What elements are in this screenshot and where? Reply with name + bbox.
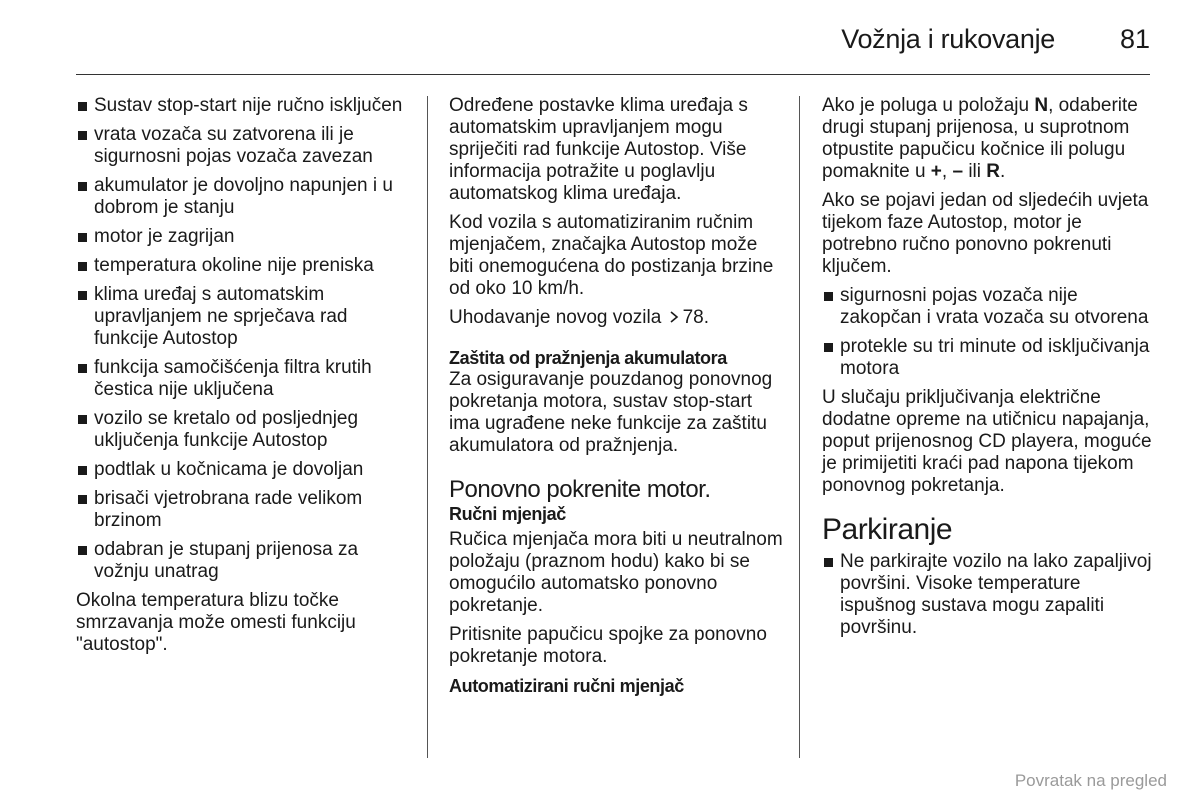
bullet-square-icon (78, 466, 87, 475)
list-item: podtlak u kočnicama je dovoljan (76, 459, 416, 481)
bullet-square-icon (824, 292, 833, 301)
automated-gearbox-heading: Automatizirani ručni mjenjač (449, 676, 684, 696)
list-item: funkcija samočišćenja filtra krutih čestica nije uključena (76, 357, 416, 401)
list-item: temperatura okoline nije preniska (76, 255, 416, 277)
bullet-square-icon (78, 495, 87, 504)
manual-gearbox-heading: Ručni mjenjač (449, 504, 566, 524)
running-in-reference: Uhodavanje novog vozila 78. (449, 307, 710, 328)
page-reference-arrow-icon (667, 310, 681, 324)
bullet-square-icon (78, 131, 87, 140)
list-item: klima uređaj s automatskim upravljanjem ne sprječava rad funkcije Autostop (76, 284, 416, 350)
list-item: sigurnosni pojas vozača nije zakopčan i vrata vozača su otvorena (822, 285, 1157, 329)
column-3 (822, 95, 1157, 646)
bullet-square-icon (78, 262, 87, 271)
list-item: Ne parkirajte vozilo na lako zapaljivoj površini. Visoke temperature ispušnog sustava mogu zapaliti površinu. (822, 551, 1157, 639)
battery-protection-heading: Zaštita od pražnjenja akumulatora (449, 348, 727, 368)
gearbox-paragraph: Kod vozila s automatiziranim ručnim mjenjačem, značajka Autostop može biti onemogućena do postizanja brzine od oko 10 km/h. (449, 212, 774, 299)
list-item: odabran je stupanj prijenosa za vožnju unatrag (76, 539, 416, 583)
bullet-square-icon (78, 233, 87, 242)
column-divider (799, 96, 800, 758)
temperature-note: Okolna temperatura blizu točke smrzavanja može omesti funkciju "autostop". (76, 590, 356, 655)
list-item: vozilo se kretalo od posljednjeg uključenja funkcije Autostop (76, 408, 416, 452)
list-item: akumulator je dovoljno napunjen i u dobrom je stanju (76, 175, 416, 219)
page-number: 81 (1119, 24, 1150, 54)
parking-list (822, 551, 1157, 639)
bullet-square-icon (824, 558, 833, 567)
back-to-overview-link[interactable]: Povratak na pregled (1014, 771, 1167, 790)
list-item: Sustav stop-start nije ručno isključen (76, 95, 416, 117)
bullet-square-icon (78, 182, 87, 191)
list-item: brisači vjetrobrana rade velikom brzinom (76, 488, 416, 532)
list-item: motor je zagrijan (76, 226, 416, 248)
bullet-square-icon (78, 102, 87, 111)
clutch-paragraph: Pritisnite papučicu spojke za ponovno pokretanje motora. (449, 624, 767, 667)
bullet-square-icon (78, 291, 87, 300)
column-2 (449, 95, 784, 697)
bullet-square-icon (78, 415, 87, 424)
battery-protection-paragraph: Za osiguravanje pouzdanog ponovnog pokretanja motora, sustav stop-start ima ugrađene neke funkcije za zaštitu akumulatora od pražnjenja. (449, 369, 773, 456)
conditions-list (76, 95, 416, 583)
lever-paragraph: Ako je poluga u položaju N, odaberite drugi stupanj prijenosa, u suprotnom otpustite papučicu kočnice ili polugu pomaknite u +, – ili R. (822, 95, 1138, 182)
header-rule (76, 74, 1150, 75)
manual-restart-conditions (822, 285, 1157, 380)
restart-engine-heading: Ponovno pokrenite motor. (449, 476, 711, 503)
list-item: protekle su tri minute od isključivanja motora (822, 336, 1157, 380)
bullet-square-icon (824, 343, 833, 352)
manual-restart-paragraph: Ako se pojavi jedan od sljedećih uvjeta tijekom faze Autostop, motor je potrebno ručno ponovno pokrenuti ključem. (822, 190, 1149, 277)
page-reference-link[interactable]: 78. (682, 307, 710, 328)
voltage-drop-paragraph: U slučaju priključivanja električne dodatne opreme na utičnicu napajanja, poput prijenosnog CD playera, moguće je primijetiti kraći pad napona tijekom ponovnog pokretanja. (822, 387, 1152, 496)
column-1 (76, 95, 416, 663)
list-item: vrata vozača su zatvorena ili je sigurnosni pojas vozača zavezan (76, 124, 416, 168)
page-title: Vožnja i rukovanje (841, 24, 1055, 54)
climate-paragraph: Određene postavke klima uređaja s automatskim upravljanjem mogu spriječiti rad funkcije Autostop. Više informacija potražite u poglavlju automatskog klima uređaja. (449, 95, 748, 204)
bullet-square-icon (78, 364, 87, 373)
parking-heading: Parkiranje (822, 513, 953, 546)
bullet-square-icon (78, 546, 87, 555)
manual-gearbox-paragraph: Ručica mjenjača mora biti u neutralnom položaju (praznom hodu) kako bi se omogućilo automatsko ponovno pokretanje. (449, 529, 783, 616)
column-divider (427, 96, 428, 758)
